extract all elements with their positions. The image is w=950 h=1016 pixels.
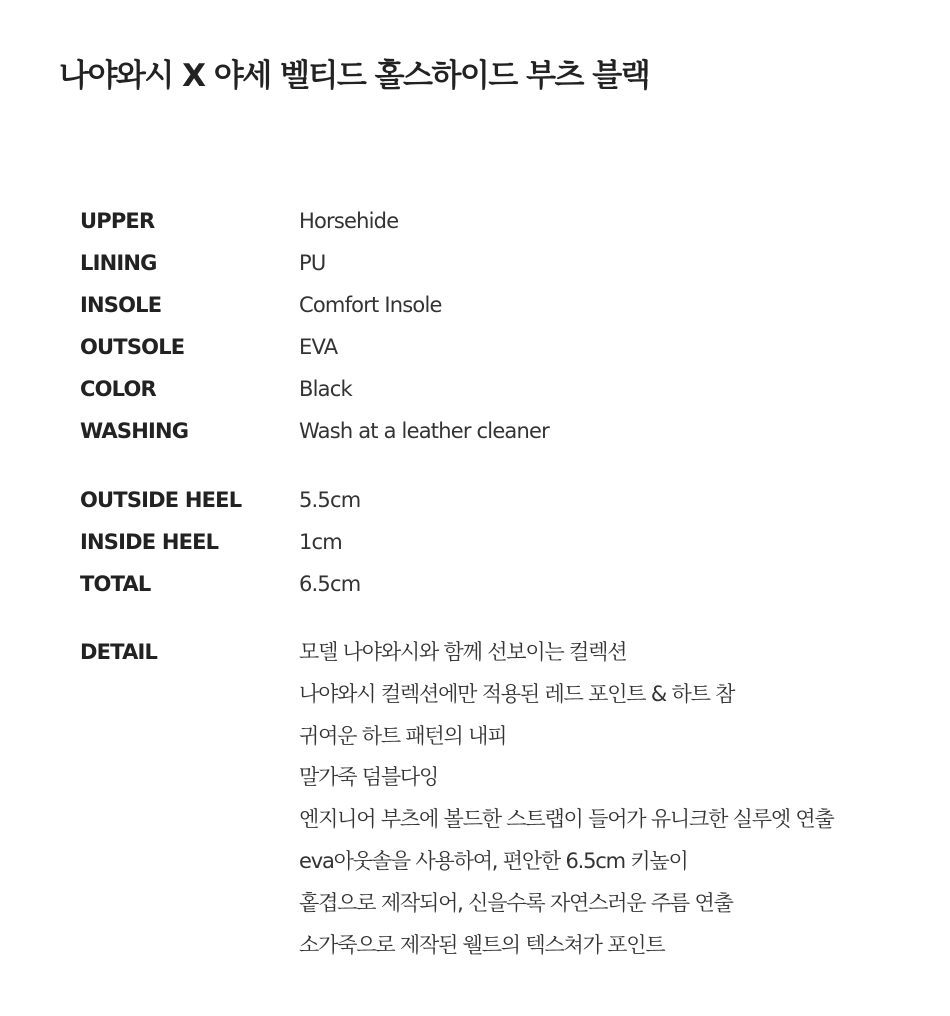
materials-spec-table (80, 200, 880, 452)
spec-value: 5.5cm (299, 488, 361, 512)
spec-key: INSOLE (80, 293, 162, 317)
spec-row-insole (80, 284, 880, 326)
spec-key: DETAIL (80, 640, 158, 664)
spec-value: Horsehide (299, 209, 399, 233)
spec-key: TOTAL (80, 572, 151, 596)
detail-line: 나야와시 컬렉션에만 적용된 레드 포인트 & 하트 참 (299, 681, 735, 706)
spec-key: OUTSIDE HEEL (80, 488, 242, 512)
spec-key: UPPER (80, 209, 155, 233)
spec-row-lining (80, 242, 880, 284)
detail-line: 엔지니어 부츠에 볼드한 스트랩이 들어가 유니크한 실루엣 연출 (299, 807, 834, 832)
spec-key: COLOR (80, 377, 156, 401)
spec-key: OUTSOLE (80, 335, 185, 359)
spec-row-upper (80, 200, 880, 242)
spec-value: PU (299, 251, 326, 275)
spec-row-inside-heel (80, 521, 880, 563)
detail-line: eva아웃솔을 사용하여, 편안한 6.5cm 키높이 (299, 848, 688, 873)
spec-key: INSIDE HEEL (80, 530, 219, 554)
heel-spec-table (80, 479, 880, 605)
detail-line: 모델 나야와시와 함께 선보이는 컬렉션 (299, 640, 627, 664)
spec-value: Comfort Insole (299, 293, 442, 317)
spec-value: 1cm (299, 530, 342, 554)
spec-row-color (80, 368, 880, 410)
detail-list (299, 631, 834, 965)
detail-line: 귀여운 하트 패턴의 내피 (299, 723, 507, 748)
spec-value: EVA (299, 335, 338, 359)
detail-section (80, 631, 880, 965)
spec-value: 6.5cm (299, 572, 361, 596)
spec-row-outsole (80, 326, 880, 368)
spec-value: Black (299, 377, 352, 401)
spec-key: WASHING (80, 419, 189, 443)
spec-key: LINING (80, 251, 157, 275)
spec-row-detail (80, 631, 880, 965)
spec-row-washing (80, 410, 880, 452)
detail-line: 말가죽 덤블다잉 (299, 765, 439, 790)
detail-line: 홑겹으로 제작되어, 신을수록 자연스러운 주름 연출 (299, 890, 733, 915)
spec-row-total (80, 563, 880, 605)
spec-row-outside-heel (80, 479, 880, 521)
detail-line: 소가죽으로 제작된 웰트의 텍스쳐가 포인트 (299, 932, 665, 957)
page-title: 나야와시 X 야세 벨티드 홀스하이드 부츠 블랙 (59, 58, 650, 94)
spec-value: Wash at a leather cleaner (299, 419, 549, 443)
